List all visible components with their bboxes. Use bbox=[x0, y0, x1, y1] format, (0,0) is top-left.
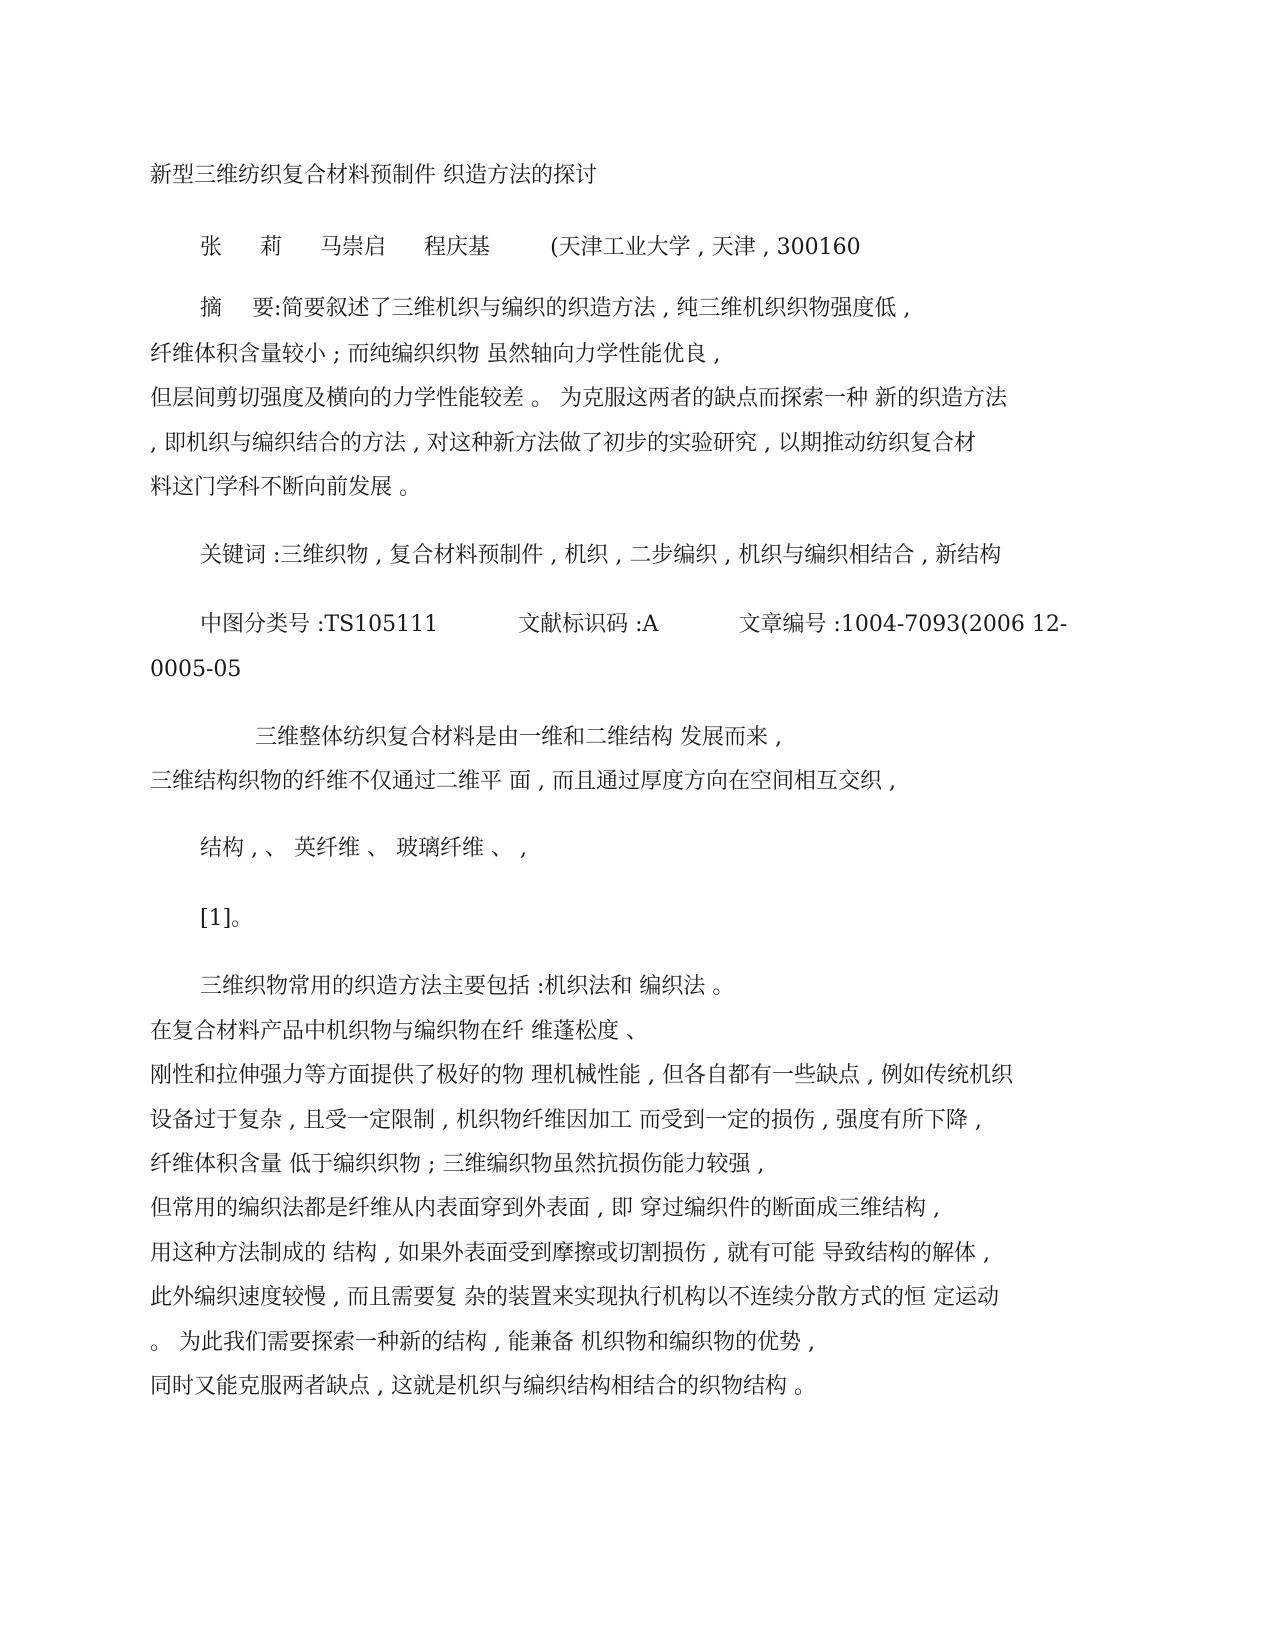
article-number-continued: 0005-05 bbox=[150, 657, 242, 682]
affiliation: (天津工业大学 , 天津 , 300160 bbox=[550, 235, 861, 260]
intro-line: 三维整体纺织复合材料是由一维和二维结构 发展而来 , bbox=[255, 725, 782, 750]
methods-line: 。 为此我们需要探索一种新的结构 , 能兼备 机织物和编织物的优势 , bbox=[150, 1330, 815, 1355]
abstract-line: 但层间剪切强度及横向的力学性能较差 。 为克服这两者的缺点而探索一种 新的织造方法 bbox=[150, 386, 1007, 411]
intro-line: 三维结构织物的纤维不仅通过二维平 面 , 而且通过厚度方向在空间相互交织 , bbox=[150, 769, 896, 794]
keywords: 关键词 :三维织物 , 复合材料预制件 , 机织 , 二步编织 , 机织与编织相结合 , 新结构 bbox=[200, 543, 1002, 568]
author-name: 马崇启 bbox=[320, 235, 387, 260]
abstract-label: 摘 bbox=[200, 296, 223, 321]
abstract-line: 纤维体积含量较小 ; 而纯编织织物 虽然轴向力学性能优良 , bbox=[150, 342, 721, 367]
methods-line: 同时又能克服两者缺点 , 这就是机织与编织结构相结合的织物结构 。 bbox=[150, 1374, 816, 1399]
abstract-line: 摘 要:简要叙述了三维机织与编织的织造方法 , 纯三维机织织物强度低 , bbox=[200, 296, 911, 321]
methods-line: 但常用的编织法都是纤维从内表面穿到外表面 , 即 穿过编织件的断面成三维结构 , bbox=[150, 1196, 940, 1221]
methods-line: 纤维体积含量 低于编织织物 ; 三维编织物虽然抗损伤能力较强 , bbox=[150, 1152, 765, 1177]
classification-line bbox=[200, 614, 1067, 636]
author-name: 程庆基 bbox=[424, 235, 491, 260]
citation-fragment: [1]。 bbox=[200, 906, 254, 931]
methods-line: 刚性和拉伸强力等方面提供了极好的物 理机械性能 , 但各自都有一些缺点 , 例如传统机织 bbox=[150, 1063, 1013, 1088]
document-code: 文献标识码 :A bbox=[518, 612, 659, 637]
author-line bbox=[200, 237, 861, 259]
abstract-label: 要 bbox=[252, 296, 275, 321]
methods-line: 此外编织速度较慢 , 而且需要复 杂的装置来实现执行机构以不连续分散方式的恒 定运动 bbox=[150, 1285, 999, 1310]
abstract-line: 料这门学科不断向前发展 。 bbox=[150, 475, 421, 500]
methods-line: 用这种方法制成的 结构 , 如果外表面受到摩擦或切割损伤 , 就有可能 导致结构的解体 , bbox=[150, 1241, 990, 1266]
methods-line: 设备过于复杂 , 且受一定限制 , 机织物纤维因加工 而受到一定的损伤 , 强度有所下降 , bbox=[150, 1108, 982, 1133]
abstract-line: , 即机织与编织结合的方法 , 对这种新方法做了初步的实验研究 , 以期推动纺织复合材 bbox=[150, 431, 976, 456]
clc-number: 中图分类号 :TS105111 bbox=[200, 612, 439, 637]
methods-line: 在复合材料产品中机织物与编织物在纤 维蓬松度 、 bbox=[150, 1019, 648, 1044]
article-number: 文章编号 :1004-7093(2006 12- bbox=[738, 612, 1068, 637]
author-name: 莉 bbox=[260, 235, 283, 260]
intro-fragment: 结构 , 、 英纤维 、 玻璃纤维 、 , bbox=[200, 836, 527, 861]
methods-line: 三维织物常用的织造方法主要包括 :机织法和 编织法 。 bbox=[200, 974, 735, 999]
paper-title: 新型三维纺织复合材料预制件 织造方法的探讨 bbox=[150, 163, 597, 188]
author-name: 张 bbox=[200, 235, 223, 260]
